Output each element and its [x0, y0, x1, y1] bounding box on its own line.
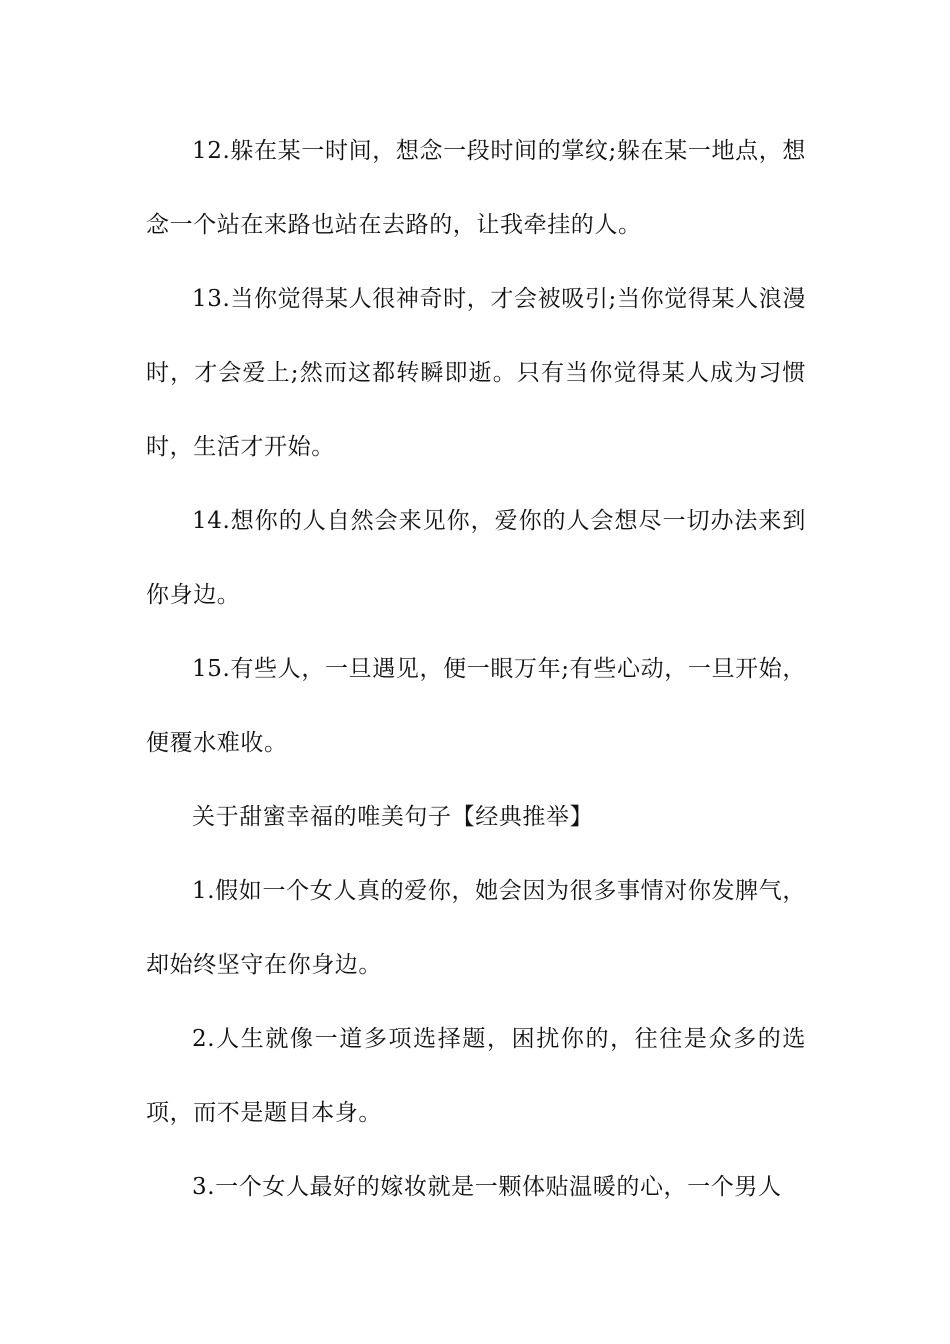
- paragraph-3: 3.一个女人最好的嫁妆就是一颗体贴温暖的心，一个男人: [192, 1174, 782, 1200]
- paragraph-1: 1.假如一个女人真的爱你，她会因为很多事情对你发脾气，却始终坚守在你身边。: [146, 878, 806, 978]
- document-body: [146, 114, 806, 1224]
- section-heading: 关于甜蜜幸福的唯美句子【经典推举】: [192, 804, 594, 830]
- paragraph-12: 12.躲在某一时间，想念一段时间的掌纹;躲在某一地点，想念一个站在来路也站在去路的，让我牵挂的人。: [146, 138, 806, 238]
- paragraph-2: 2.人生就像一道多项选择题，困扰你的，往往是众多的选项，而不是题目本身。: [146, 1026, 806, 1126]
- paragraph-13: 13.当你觉得某人很神奇时，才会被吸引;当你觉得某人浪漫时，才会爱上;然而这都转瞬即逝。只有当你觉得某人成为习惯时，生活才开始。: [146, 286, 806, 460]
- paragraph-15: 15.有些人，一旦遇见，便一眼万年;有些心动，一旦开始，便覆水难收。: [146, 656, 806, 756]
- paragraph-14: 14.想你的人自然会来见你，爱你的人会想尽一切办法来到你身边。: [146, 508, 806, 608]
